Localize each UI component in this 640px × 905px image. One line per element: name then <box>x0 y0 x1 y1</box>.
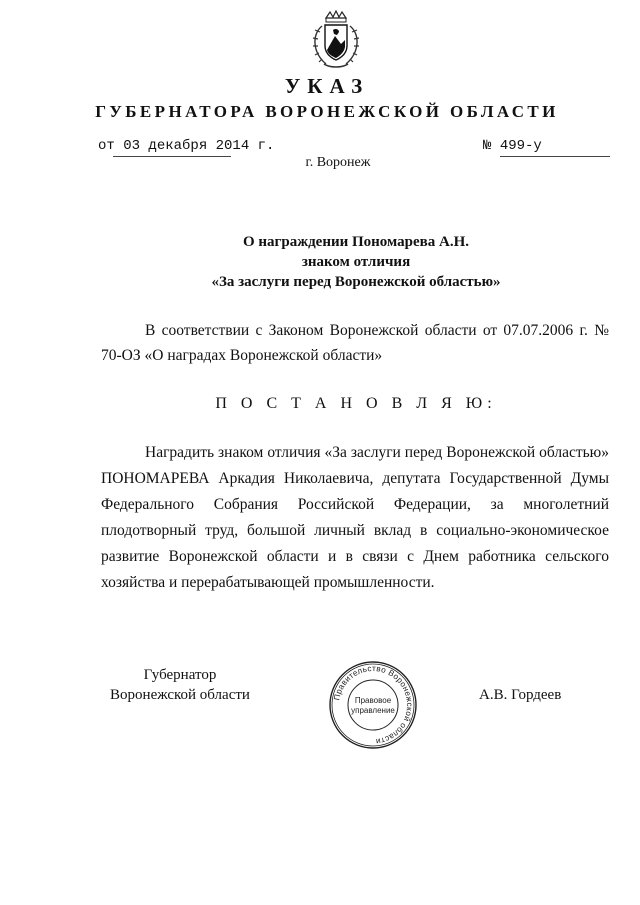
heading-line-3: «За заслуги перед Воронежской областью» <box>211 274 501 290</box>
date-line <box>98 138 274 154</box>
preamble-text: В соответствии с Законом Воронежской области от 07.07.2006 г. № 70-ОЗ «О наградах Воронежской области» <box>101 322 609 364</box>
date-prefix: от <box>98 138 115 154</box>
signatory-position <box>110 665 250 705</box>
stamp-inner-line-1: Правовое <box>354 696 392 705</box>
document-title: УКАЗ <box>284 74 370 98</box>
position-line-1: Губернатор <box>143 667 217 683</box>
number-label: № <box>483 138 492 154</box>
date-suffix: г. <box>257 138 275 154</box>
stamp-outer-text: Правительство Воронежской области <box>332 663 415 746</box>
document-subtitle: ГУБЕРНАТОРА ВОРОНЕЖСКОЙ ОБЛАСТИ <box>95 102 559 121</box>
number-line <box>483 138 542 154</box>
decree-word: П О С Т А Н О В Л Я Ю: <box>215 395 497 412</box>
stamp-inner-line-2: управление <box>351 706 395 715</box>
coat-of-arms-icon <box>308 10 364 72</box>
decree-heading <box>0 232 640 292</box>
document-number: 499-у <box>499 138 542 154</box>
signatory-name: А.В. Гордеев <box>479 687 562 703</box>
body-paragraph: Наградить знаком отличия «За заслуги перед Воронежской областью» ПОНОМАРЕВА Аркадия Николаевича, депутата Государственной Думы Федерального Собрания Российской Федерации, за многолетний плодотворный труд, большой личный вклад в социально-экономическое развитие Воронежской области и в связи с Днем работника сельского хозяйства и перерабатывающей промышленности. <box>101 444 609 591</box>
round-stamp <box>328 660 418 750</box>
city: г. Воронеж <box>305 155 371 170</box>
heading-line-1: О награждении Пономарева А.Н. <box>242 234 469 250</box>
position-line-2: Воронежской области <box>110 687 250 703</box>
document-date: 03 декабря 2014 <box>123 138 250 154</box>
preamble-paragraph <box>101 318 609 368</box>
heading-line-2: знаком отличия <box>301 254 411 270</box>
